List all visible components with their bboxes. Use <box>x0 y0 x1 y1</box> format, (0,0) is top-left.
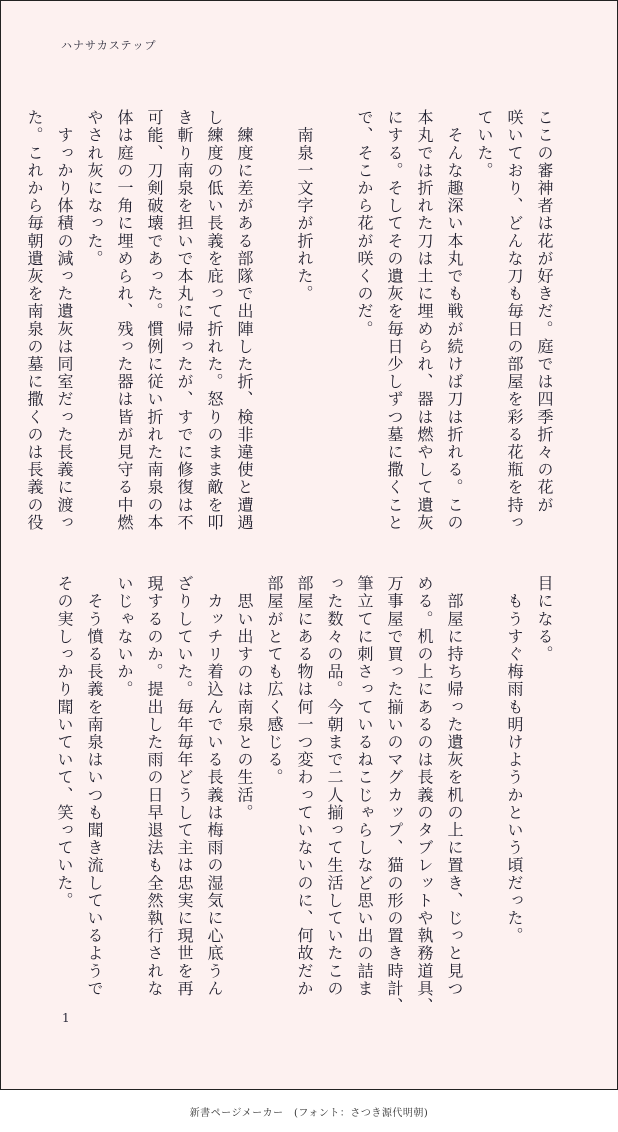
upper-text-block: ここの審神者は花が好きだ。庭では四季折々の花が 咲いており、どんな刀も毎日の部屋を彩る花瓶を持っ ていた。 そんな趣深い本丸でも戦が続けば刀は折れる。この 本丸では折れた刀は土に埋められ、器は燃やして遺灰 にする。そしてその遺灰を毎日少しずつ墓に撒くこと で、そこから花が咲くのだ。 南泉一文字が折れた。 練度に差がある部隊で出陣した折、検非違使と遭遇 し練度の低い長義を庇って折れた。怒りのまま敵を叩 き斬り南泉を担いで本丸に帰ったが、すでに修復は不 可能、刀剣破壊であった。慣例に従い折れた南泉の本 体は庭の一角に埋められ、残った器は皆が見守る中燃 やされ灰になった。 すっかり体積の減った遺灰は同室だった長義に渡っ た。これから毎朝遺灰を南泉の墓に撒くのは長義の役 <box>25 109 554 532</box>
page-number: 1 <box>62 1011 70 1025</box>
lower-text-block: 目になる。 もうすぐ梅雨も明けようかという頃だった。 部屋に持ち帰った遺灰を机の上に置き、じっと見つ める。机の上にあるのは長義のタブレットや執務道具、 万事屋で買った揃いのマグカップ、猫の形の置き時計、 筆立てに刺さっているねこじゃらしなど思い出の詰ま った数々の品。今朝まで二人揃って生活していたこの 部屋にある物は何一つ変わっていないのに、何故だか 部屋がとても広く感じる。 思い出すのは南泉との生活。 カッチリ着込んでいる長義は梅雨の湿気に心底うん ざりしていた。毎年毎年どうして主は忠実に現世を再 現するのか。提出した雨の日早退法も全然執行されな いじゃないか。 そう憤る長義を南泉はいつも聞き流しているようで その実しっかり聞いていて、笑っていた。 <box>55 575 554 1015</box>
page-header-title: ハナサカステップ <box>61 39 157 52</box>
footer-caption: 新書ページメーカー (フォント：さつき源代明朝) <box>189 1108 429 1119</box>
